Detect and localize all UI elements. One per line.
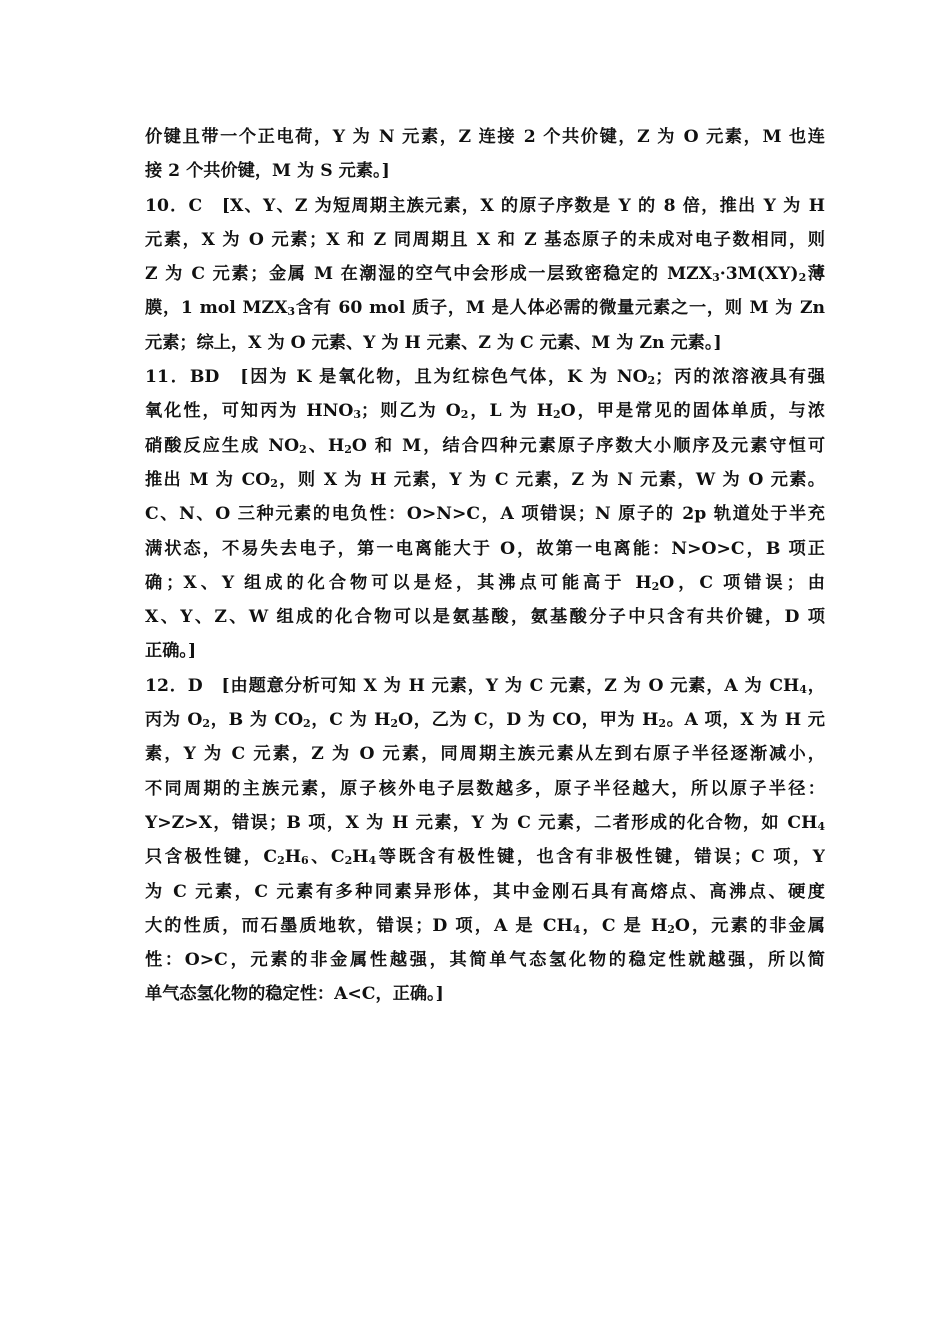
text-line: 11．BD [因为 K 是氧化物，且为红棕色气体，K 为 $NO_2$；丙的浓溶液具有强 (145, 367, 825, 388)
text-line: 丙为 $O_2$，B 为 $CO_2$，C 为 $H_2O$，乙为 C，D 为 CO，甲为 $H_2$。A 项，X 为 H 元 (145, 710, 825, 731)
text-line: 10．C [X、Y、Z 为短周期主族元素，X 的原子序数是 Y 的 8 倍，推出 Y 为 H (145, 195, 825, 216)
text-line: 价键且带一个正电荷，Y 为 N 元素，Z 连接 2 个共价键，Z 为 O 元素，M 也连 (145, 127, 825, 147)
text-line: 性：O>C，元素的非金属性越强，其简单气态氢化物的稳定性就越强，所以简 (145, 950, 825, 971)
text-line: 大的性质，而石墨质地软，错误；D 项，A 是 $CH_4$，C 是 $H_2O$，元素的非金属 (145, 915, 825, 936)
text-line: 元素；综上，X 为 O 元素、Y 为 H 元素、Z 为 C 元素、M 为 Zn 元素。] (145, 332, 722, 353)
answer-text-block (145, 120, 825, 1012)
text-line: 12．D [由题意分析可知 X 为 H 元素，Y 为 C 元素，Z 为 O 元素，A 为 $CH_4$， (145, 675, 825, 696)
text-line: 满状态，不易失去电子，第一电离能大于 O，故第一电离能：N>O>C，B 项正 (145, 538, 825, 559)
text-line: 单气态氢化物的稳定性：A<C，正确。] (145, 984, 444, 1005)
text-line: 膜，1 mol $MZX_3$含有 60 mol 质子，M 是人体必需的微量元素之一，则 M 为 Zn (145, 298, 825, 319)
text-line: 接 2 个共价键，M 为 S 元素。] (145, 161, 390, 182)
text-line: 确；X、Y 组成的化合物可以是烃，其沸点可能高于 $H_2O$，C 项错误；由 (145, 572, 825, 593)
text-line: 正确。] (145, 641, 197, 662)
text-line: 素，Y 为 C 元素，Z 为 O 元素，同周期主族元素从左到右原子半径逐渐减小， (145, 744, 825, 765)
text-line: 硝酸反应生成 $NO_2$、$H_2O$ 和 M，结合四种元素原子序数大小顺序及元素守恒可 (145, 435, 825, 456)
text-line: Z 为 C 元素；金属 M 在潮湿的空气中会形成一层致密稳定的 $MZX_3\cdot 3M(XY)_2$薄 (145, 264, 825, 285)
text-line: Y>Z>X，错误；B 项，X 为 H 元素，Y 为 C 元素，二者形成的化合物，如 $CH_4$ (145, 812, 825, 833)
text-line: X、Y、Z、W 组成的化合物可以是氨基酸，氨基酸分子中只含有共价键，D 项 (145, 607, 825, 628)
text-line: 为 C 元素，C 元素有多种同素异形体，其中金刚石具有高熔点、高沸点、硬度 (145, 881, 825, 902)
text-line: 推出 M 为 $CO_2$，则 X 为 H 元素，Y 为 C 元素，Z 为 N 元素，W 为 O 元素。 (145, 469, 825, 490)
text-line: 氧化性，可知丙为 $HNO_3$；则乙为 $O_2$，L 为 $H_2O$，甲是常见的固体单质，与浓 (145, 401, 825, 422)
text-line: 元素，X 为 O 元素；X 和 Z 同周期且 X 和 Z 基态原子的未成对电子数相同，则 (145, 229, 825, 250)
text-line: C、N、O 三种元素的电负性：O>N>C，A 项错误；N 原子的 2p 轨道处于半充 (145, 504, 825, 525)
text-line: 不同周期的主族元素，原子核外电子层数越多，原子半径越大，所以原子半径： (145, 778, 825, 799)
text-line: 只含极性键，$C_2H_6$、$C_2H_4$等既含有极性键，也含有非极性键，错误；C 项，Y (145, 847, 825, 868)
